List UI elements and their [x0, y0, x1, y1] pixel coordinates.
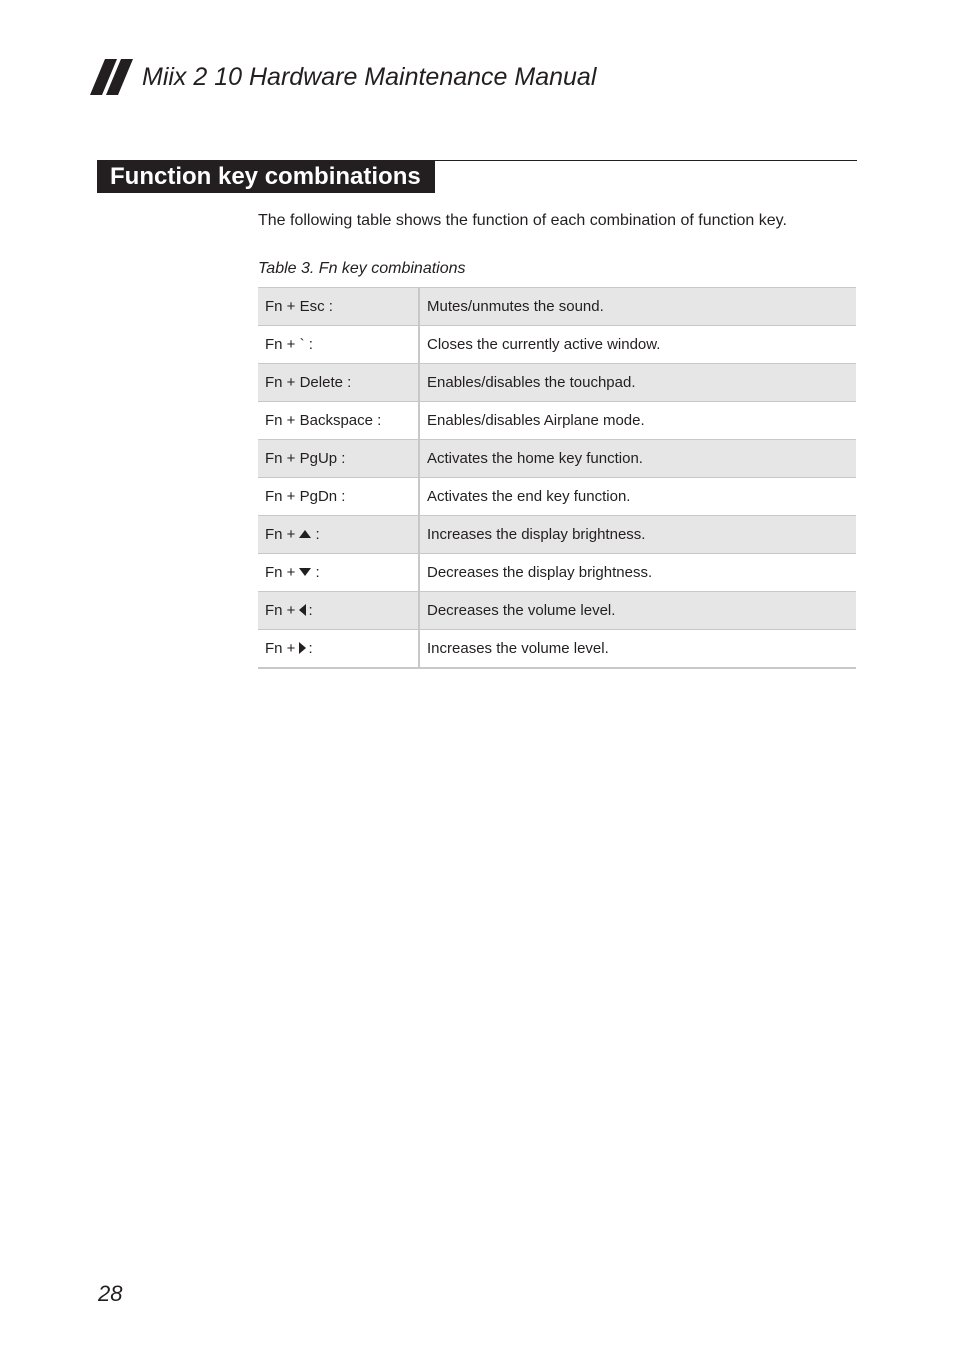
table-row	[258, 592, 856, 630]
key-combination-label: Fn + PgUp :	[265, 449, 346, 467]
key-function: Activates the end key function.	[419, 478, 856, 516]
key-combination	[258, 592, 419, 630]
key-combination-suffix: :	[308, 601, 313, 619]
key-combination-label: Fn +	[265, 601, 296, 619]
key-combination	[258, 364, 419, 402]
page-header	[90, 58, 596, 96]
key-combination-suffix: :	[315, 563, 320, 581]
table-row	[258, 440, 856, 478]
table-row	[258, 364, 856, 402]
key-combination-label: Fn + Esc :	[265, 297, 333, 315]
key-function: Increases the display brightness.	[419, 516, 856, 554]
manual-title: Miix 2 10 Hardware Maintenance Manual	[142, 62, 597, 91]
key-combination	[258, 630, 419, 669]
key-combination	[258, 402, 419, 440]
key-combination-label: Fn + Delete :	[265, 373, 352, 391]
key-combination	[258, 440, 419, 478]
key-combination	[258, 478, 419, 516]
table-caption: Table 3. Fn key combinations	[258, 260, 466, 277]
table-row	[258, 288, 856, 326]
key-combination	[258, 516, 419, 554]
key-function: Activates the home key function.	[419, 440, 856, 478]
key-combination-label: Fn + ` :	[265, 335, 313, 353]
key-combination	[258, 554, 419, 592]
key-combination-label: Fn +	[265, 563, 296, 581]
table-row	[258, 478, 856, 516]
key-combination-label: Fn + Backspace :	[265, 411, 382, 429]
key-combination-label: Fn +	[265, 525, 296, 543]
key-combination	[258, 326, 419, 364]
key-function: Decreases the volume level.	[419, 592, 856, 630]
key-function: Enables/disables Airplane mode.	[419, 402, 856, 440]
up-arrow-icon	[299, 530, 311, 538]
key-function: Enables/disables the touchpad.	[419, 364, 856, 402]
key-combination	[258, 288, 419, 326]
key-combination-label: Fn +	[265, 639, 296, 657]
table-row	[258, 516, 856, 554]
down-arrow-icon	[299, 568, 311, 576]
table-row	[258, 630, 856, 669]
intro-paragraph: The following table shows the function of each combination of function key.	[258, 212, 787, 229]
left-arrow-icon	[299, 604, 306, 616]
page-number: 28	[98, 1281, 123, 1306]
table-row	[258, 326, 856, 364]
section-title: Function key combinations	[97, 160, 435, 193]
key-function: Decreases the display brightness.	[419, 554, 856, 592]
table-row	[258, 402, 856, 440]
fn-key-table	[258, 287, 856, 669]
double-slash-logo-icon	[90, 59, 136, 95]
table-row	[258, 554, 856, 592]
key-combination-label: Fn + PgDn :	[265, 487, 346, 505]
key-combination-suffix: :	[308, 639, 313, 657]
key-combination-suffix: :	[315, 525, 320, 543]
key-function: Mutes/unmutes the sound.	[419, 288, 856, 326]
key-function: Closes the currently active window.	[419, 326, 856, 364]
right-arrow-icon	[299, 642, 306, 654]
key-function: Increases the volume level.	[419, 630, 856, 669]
